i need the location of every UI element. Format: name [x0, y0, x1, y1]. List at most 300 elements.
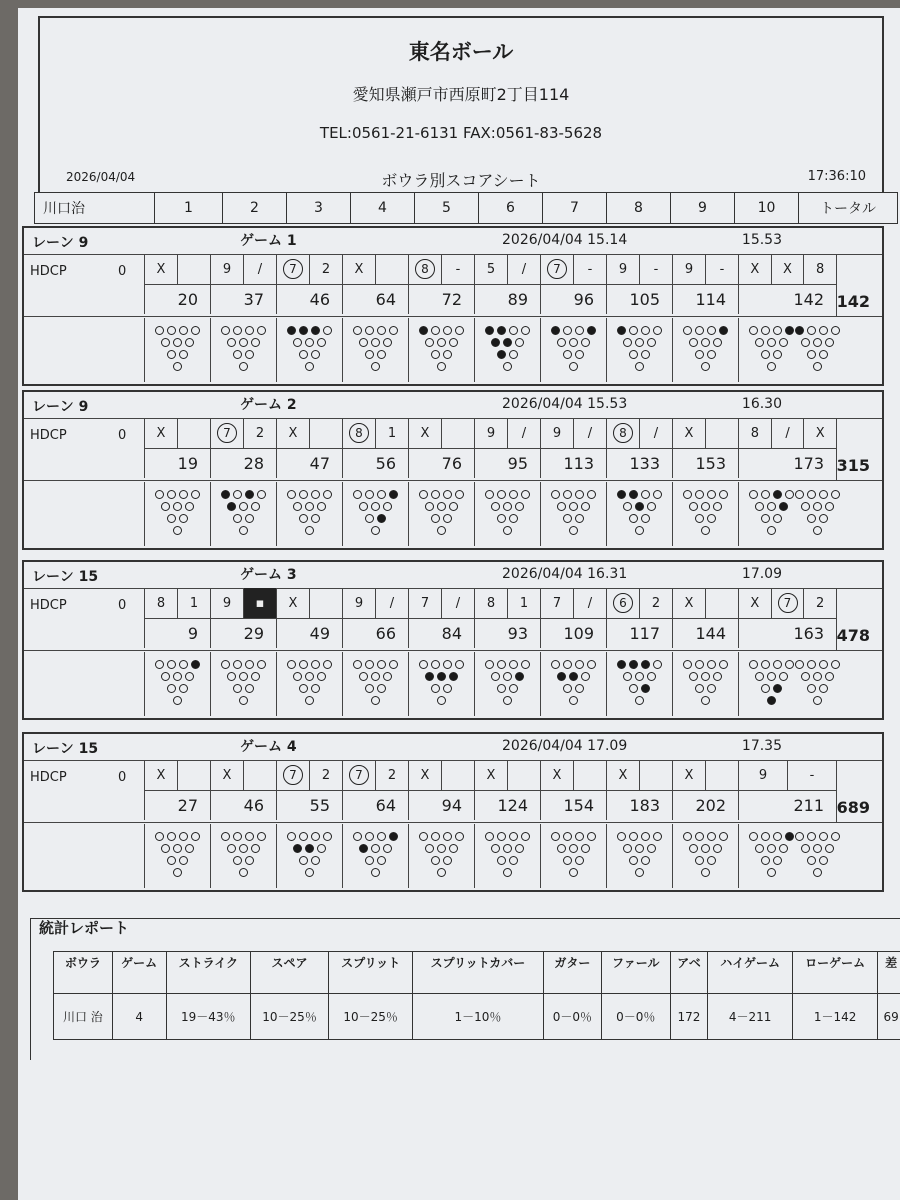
frame-cell	[474, 418, 540, 478]
throw-mark: 8	[803, 254, 836, 284]
pin	[761, 856, 770, 865]
pin	[179, 490, 188, 499]
pin	[173, 362, 182, 371]
throw-mark	[309, 418, 342, 448]
game-end-time: 16.30	[741, 396, 782, 412]
pin	[305, 844, 314, 853]
throw-mark	[309, 588, 342, 618]
pin	[173, 672, 182, 681]
frame-throws	[607, 588, 672, 618]
pin	[251, 502, 260, 511]
pin	[831, 832, 840, 841]
pin	[227, 502, 236, 511]
frame-throws	[409, 760, 474, 790]
pin	[623, 672, 632, 681]
pin	[221, 490, 230, 499]
pins-divider	[24, 480, 882, 481]
pin	[813, 338, 822, 347]
throw-mark	[343, 760, 375, 790]
pin	[419, 832, 428, 841]
pin	[233, 856, 242, 865]
pin	[689, 672, 698, 681]
throw-mark	[277, 760, 309, 790]
pin	[365, 832, 374, 841]
pin	[161, 672, 170, 681]
frame-cell	[210, 254, 276, 314]
game-start-time: 2026/04/04 15.14	[502, 232, 628, 248]
frame-cell	[408, 254, 474, 314]
pin	[749, 660, 758, 669]
pin	[485, 832, 494, 841]
pin	[245, 684, 254, 693]
frame-cell	[144, 760, 210, 820]
frame-number: 3	[287, 193, 351, 223]
pin	[305, 672, 314, 681]
pin	[515, 844, 524, 853]
throw-mark: 1	[375, 418, 408, 448]
throw-mark	[177, 418, 210, 448]
pin	[179, 856, 188, 865]
frame-throws	[475, 588, 540, 618]
frame-cell	[672, 588, 738, 648]
throw-mark: 9	[354, 595, 364, 611]
cumulative-score: 29	[211, 618, 276, 648]
pin	[317, 844, 326, 853]
pin	[785, 490, 794, 499]
pin	[641, 350, 650, 359]
pin	[551, 326, 560, 335]
pin	[761, 514, 770, 523]
pin	[353, 660, 362, 669]
frame-number: 10	[735, 193, 799, 223]
pin-diagram	[672, 824, 738, 888]
pin	[389, 660, 398, 669]
pin	[389, 832, 398, 841]
cumulative-score: 96	[541, 284, 606, 314]
pin-diagram	[144, 318, 210, 382]
cumulative-score: 173	[739, 448, 836, 478]
pin	[239, 338, 248, 347]
throw-mark: X	[771, 254, 804, 284]
throw-mark: X	[156, 425, 166, 441]
pin-diagram	[738, 318, 836, 382]
pin	[581, 672, 590, 681]
pin	[719, 326, 728, 335]
throw-mark: X	[684, 595, 694, 611]
pins-divider	[24, 822, 882, 823]
throw-mark	[639, 760, 672, 790]
pin	[437, 672, 446, 681]
frame-throws	[673, 418, 738, 448]
frame-cell	[210, 760, 276, 820]
pin	[299, 514, 308, 523]
pin	[575, 514, 584, 523]
stats-header: スプリットカバー	[413, 952, 544, 994]
pin	[503, 362, 512, 371]
pin	[819, 660, 828, 669]
frame-cell	[144, 418, 210, 478]
frame-throws	[409, 254, 474, 284]
throw-mark	[409, 254, 441, 284]
stats-cell: 172	[670, 994, 707, 1040]
pin	[185, 844, 194, 853]
pin	[641, 832, 650, 841]
pin	[167, 856, 176, 865]
pin	[167, 350, 176, 359]
pin	[323, 660, 332, 669]
pin	[371, 338, 380, 347]
throw-mark: X	[552, 767, 562, 783]
pin	[449, 844, 458, 853]
pin-diagram	[606, 824, 672, 888]
frame-throws	[607, 418, 672, 448]
pin	[431, 514, 440, 523]
pin-diagram	[276, 318, 342, 382]
pin	[773, 856, 782, 865]
sheet-header	[38, 16, 884, 194]
throw-mark: -	[573, 254, 606, 284]
throw-mark	[705, 760, 738, 790]
pin	[485, 326, 494, 335]
throw-mark: 2	[639, 588, 672, 618]
pin	[497, 660, 506, 669]
pin	[383, 338, 392, 347]
frame-cell	[276, 588, 342, 648]
frame-cell	[738, 254, 836, 314]
stats-header: スペア	[251, 952, 329, 994]
pin	[509, 350, 518, 359]
pin	[233, 490, 242, 499]
pin	[485, 490, 494, 499]
throw-mark	[441, 418, 474, 448]
pin	[311, 490, 320, 499]
frame-throws	[277, 418, 342, 448]
pin	[371, 672, 380, 681]
pin	[683, 660, 692, 669]
frame-number: 9	[671, 193, 735, 223]
pin	[569, 672, 578, 681]
pin	[785, 832, 794, 841]
pin-diagram	[276, 482, 342, 546]
pin	[359, 672, 368, 681]
throw-mark: -	[787, 760, 836, 790]
pin	[173, 868, 182, 877]
pin	[635, 868, 644, 877]
pin	[425, 502, 434, 511]
center-address: 愛知県瀬戸市西原町2丁目114	[352, 85, 570, 104]
pin	[695, 660, 704, 669]
bowler-name: 川口治	[35, 193, 155, 223]
cumulative-score: 114	[673, 284, 738, 314]
hdcp-value: 0	[118, 770, 127, 785]
pin	[485, 660, 494, 669]
pin	[683, 832, 692, 841]
game-header	[24, 228, 882, 254]
split-circle: 7	[217, 423, 237, 443]
pin	[383, 844, 392, 853]
throw-mark: 9	[486, 425, 496, 441]
frame-cell	[342, 254, 408, 314]
frame-cell	[606, 418, 672, 478]
pin-diagram	[342, 652, 408, 716]
pin	[299, 856, 308, 865]
pin	[767, 502, 776, 511]
stats-cell: 4－211	[708, 994, 793, 1040]
pin	[635, 672, 644, 681]
pin-diagram	[408, 318, 474, 382]
pin	[569, 502, 578, 511]
pin	[443, 856, 452, 865]
frame-throws	[739, 588, 836, 618]
pin	[569, 844, 578, 853]
pin	[497, 326, 506, 335]
cumulative-score: 49	[277, 618, 342, 648]
pin	[581, 338, 590, 347]
pin	[365, 350, 374, 359]
throw-mark: X	[750, 261, 760, 277]
frame-cell	[672, 254, 738, 314]
frame-throws	[145, 760, 210, 790]
pin	[311, 326, 320, 335]
pin-diagram	[540, 824, 606, 888]
pin	[641, 326, 650, 335]
pin	[773, 660, 782, 669]
frame-throws	[475, 254, 540, 284]
pin	[617, 832, 626, 841]
split-circle: 7	[547, 259, 567, 279]
pin	[233, 660, 242, 669]
pin	[819, 832, 828, 841]
pin	[813, 696, 822, 705]
pin	[563, 350, 572, 359]
cumulative-score: 89	[475, 284, 540, 314]
score-sheet-paper	[18, 8, 900, 1200]
game-start-time: 2026/04/04 16.31	[502, 566, 628, 582]
pin	[293, 844, 302, 853]
game-total: 142	[836, 292, 870, 311]
game-block	[22, 560, 884, 720]
pin	[587, 832, 596, 841]
throw-mark: /	[573, 588, 606, 618]
pin	[653, 490, 662, 499]
frame-cell	[606, 254, 672, 314]
throw-mark	[607, 418, 639, 448]
pin	[749, 832, 758, 841]
throw-mark: 9	[758, 767, 768, 783]
frame-number: 8	[607, 193, 671, 223]
pin	[353, 832, 362, 841]
throw-mark: 9	[684, 261, 694, 277]
pin	[365, 514, 374, 523]
throw-mark: X	[684, 425, 694, 441]
pin	[305, 502, 314, 511]
pin	[299, 326, 308, 335]
pin-diagram	[606, 318, 672, 382]
pin	[503, 526, 512, 535]
throw-mark: /	[507, 254, 540, 284]
throw-mark: X	[684, 767, 694, 783]
pin	[785, 326, 794, 335]
pin	[431, 832, 440, 841]
pin	[755, 502, 764, 511]
pin-diagram	[342, 824, 408, 888]
cumulative-score: 46	[211, 790, 276, 820]
frame-number: 5	[415, 193, 479, 223]
pin	[245, 832, 254, 841]
throw-mark	[441, 760, 474, 790]
pin	[293, 672, 302, 681]
pin	[293, 502, 302, 511]
frame-throws	[145, 254, 210, 284]
pin-diagram	[474, 318, 540, 382]
pin	[819, 490, 828, 499]
pin	[701, 362, 710, 371]
pin	[707, 832, 716, 841]
pin	[323, 832, 332, 841]
throw-mark: 8	[750, 425, 759, 441]
pin	[509, 326, 518, 335]
pin	[377, 856, 386, 865]
total-label: トータル	[820, 201, 876, 217]
frame-number: 1	[155, 193, 223, 223]
pin	[761, 326, 770, 335]
frame-throws	[541, 588, 606, 618]
pin	[635, 526, 644, 535]
pin	[635, 502, 644, 511]
pin-diagram	[144, 824, 210, 888]
pin	[167, 684, 176, 693]
pin	[695, 490, 704, 499]
frame-cell	[144, 254, 210, 314]
game-header	[24, 392, 882, 418]
frame-cell	[672, 760, 738, 820]
pin	[515, 338, 524, 347]
pin	[773, 514, 782, 523]
stats-header: ゲーム	[112, 952, 166, 994]
throw-mark	[277, 254, 309, 284]
cumulative-score: 72	[409, 284, 474, 314]
pin	[707, 490, 716, 499]
pin	[831, 660, 840, 669]
pin	[563, 326, 572, 335]
frame-cell	[540, 588, 606, 648]
pin	[707, 856, 716, 865]
pin	[719, 490, 728, 499]
pin	[713, 672, 722, 681]
pin	[179, 514, 188, 523]
pin	[785, 660, 794, 669]
pin	[813, 868, 822, 877]
pin	[491, 338, 500, 347]
frame-throws	[145, 588, 210, 618]
pin	[455, 326, 464, 335]
throw-mark: 9	[618, 261, 628, 277]
pin	[155, 326, 164, 335]
stats-header: ハイゲーム	[708, 952, 793, 994]
pin	[819, 326, 828, 335]
frame-cell	[606, 760, 672, 820]
pin	[371, 696, 380, 705]
pin	[563, 832, 572, 841]
pin	[287, 490, 296, 499]
throw-mark: X	[354, 261, 364, 277]
pin	[795, 490, 804, 499]
frame-cell	[144, 588, 210, 648]
pin	[503, 868, 512, 877]
throw-mark: 8	[486, 595, 496, 611]
throw-mark: 9	[552, 425, 562, 441]
pins-divider	[24, 650, 882, 651]
game-name: ゲーム 3	[240, 567, 297, 583]
pin	[701, 672, 710, 681]
pin	[587, 660, 596, 669]
frame-cell	[408, 418, 474, 478]
pin	[807, 514, 816, 523]
frame-throws	[541, 254, 606, 284]
pin	[563, 660, 572, 669]
throw-mark: /	[573, 418, 606, 448]
pin	[455, 832, 464, 841]
pin	[245, 514, 254, 523]
throw-mark: /	[243, 254, 276, 284]
pin	[239, 672, 248, 681]
pin-diagram	[210, 482, 276, 546]
pin	[761, 660, 770, 669]
pin	[305, 868, 314, 877]
throw-mark: X	[486, 767, 496, 783]
pin	[713, 844, 722, 853]
pin	[779, 338, 788, 347]
pin	[773, 832, 782, 841]
pin	[719, 660, 728, 669]
throw-mark	[507, 760, 540, 790]
pin	[813, 526, 822, 535]
pin	[701, 338, 710, 347]
cumulative-score: 64	[343, 790, 408, 820]
pin	[825, 502, 834, 511]
cumulative-score: 27	[145, 790, 210, 820]
cumulative-score: 20	[145, 284, 210, 314]
pin	[689, 502, 698, 511]
pin	[185, 672, 194, 681]
pin	[323, 326, 332, 335]
split-circle: 7	[283, 765, 303, 785]
pin	[695, 832, 704, 841]
pin	[713, 338, 722, 347]
pin	[359, 338, 368, 347]
stats-cell: 4	[112, 994, 166, 1040]
pin	[251, 338, 260, 347]
pin-diagram	[408, 824, 474, 888]
pin	[311, 832, 320, 841]
pin	[443, 490, 452, 499]
pin	[701, 526, 710, 535]
throw-mark: 2	[803, 588, 836, 618]
pin-diagram	[672, 318, 738, 382]
pin	[377, 832, 386, 841]
throw-mark: 2	[309, 760, 342, 790]
pin	[575, 832, 584, 841]
pin	[509, 490, 518, 499]
pin	[509, 684, 518, 693]
pin	[383, 502, 392, 511]
pin	[813, 844, 822, 853]
pin	[767, 338, 776, 347]
pin	[819, 514, 828, 523]
frame-throws	[211, 760, 276, 790]
pin	[443, 514, 452, 523]
throw-mark	[375, 254, 408, 284]
